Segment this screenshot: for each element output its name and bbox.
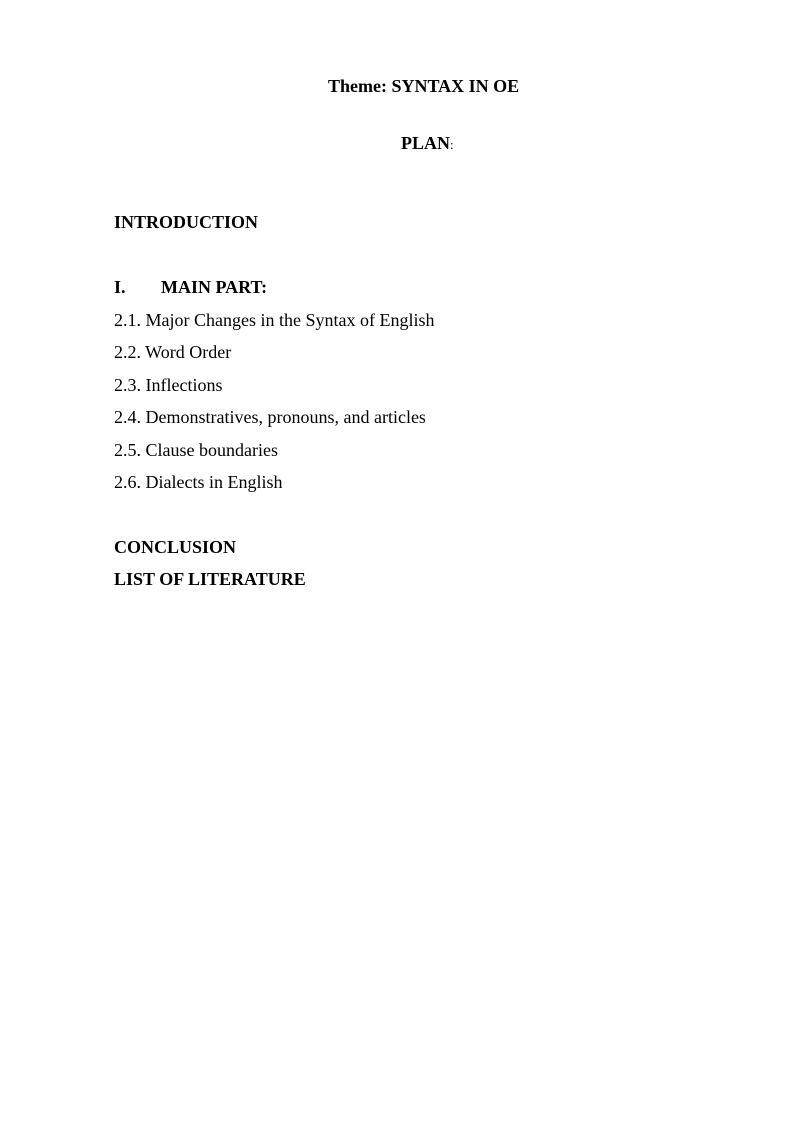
conclusion-heading: CONCLUSION bbox=[114, 537, 237, 557]
section-item: 2.5. Clause boundaries bbox=[114, 439, 278, 460]
plan-label: PLAN bbox=[401, 133, 450, 153]
section-item: 2.2. Word Order bbox=[114, 342, 232, 363]
plan-heading bbox=[401, 133, 454, 154]
main-part-label: MAIN PART: bbox=[161, 277, 268, 297]
section-item: 2.6. Dialects in English bbox=[114, 471, 283, 492]
plan-colon: : bbox=[450, 137, 454, 152]
section-item: 2.1. Major Changes in the Syntax of English bbox=[114, 310, 435, 330]
document-title: Theme: SYNTAX IN OE bbox=[328, 76, 520, 96]
section-item: 2.4. Demonstratives, pronouns, and articles bbox=[114, 407, 426, 428]
main-part-heading bbox=[114, 277, 267, 298]
introduction-heading: INTRODUCTION bbox=[114, 212, 259, 232]
section-list bbox=[114, 309, 434, 503]
main-part-numeral: I. bbox=[114, 277, 126, 297]
section-item: 2.3. Inflections bbox=[114, 374, 223, 395]
literature-heading: LIST OF LITERATURE bbox=[114, 569, 306, 589]
